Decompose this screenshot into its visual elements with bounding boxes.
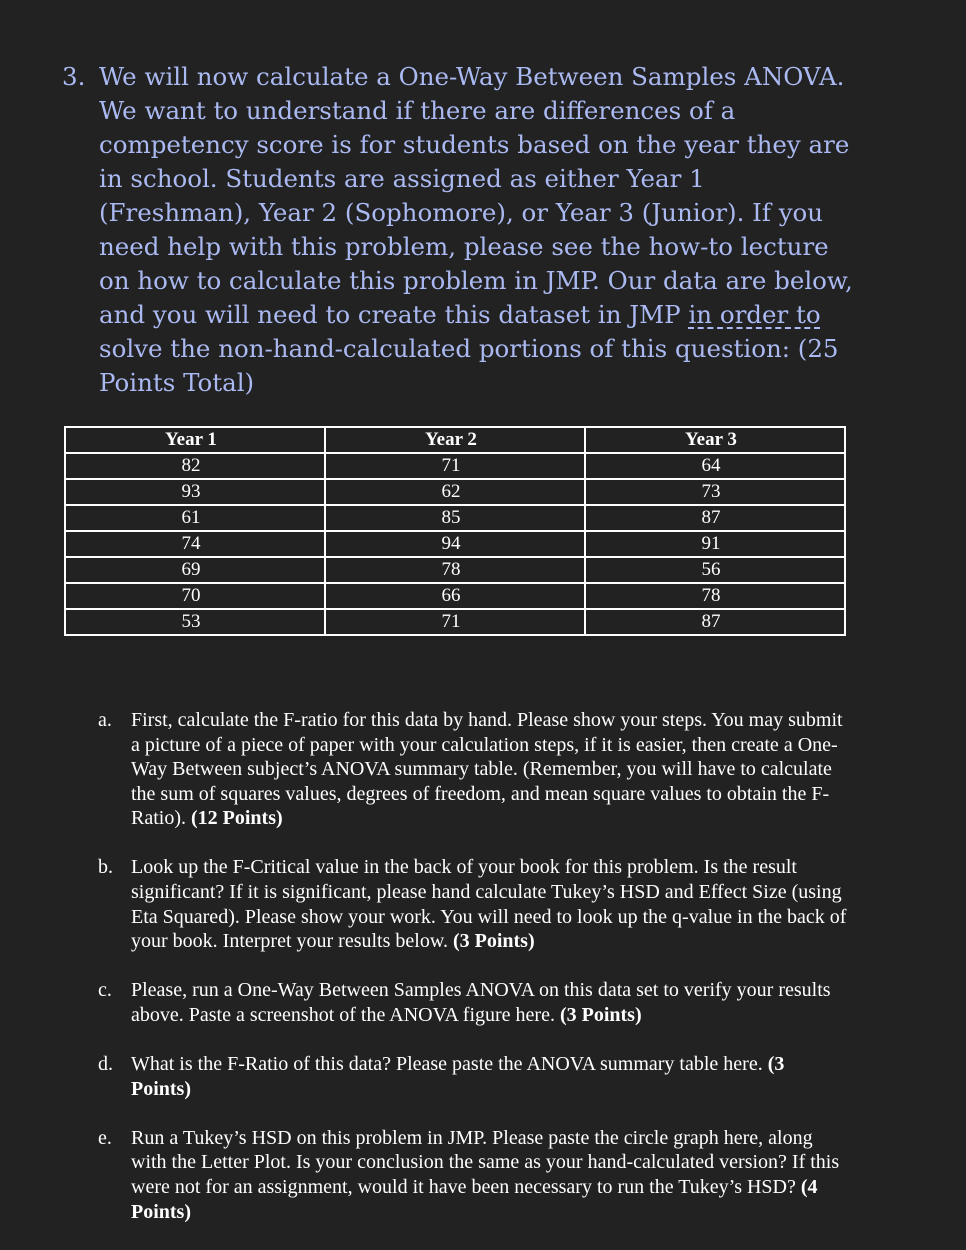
list-marker: d.	[98, 1053, 113, 1076]
table-row	[65, 557, 845, 583]
table-cell: 74	[65, 531, 325, 557]
spelling-underlined-text: in order to	[688, 300, 821, 329]
table-cell: 69	[65, 557, 325, 583]
table-cell: 64	[585, 453, 845, 479]
table-cell: 87	[585, 505, 845, 531]
table-cell: 62	[325, 479, 585, 505]
table-cell: 78	[585, 583, 845, 609]
question-line: need help with this problem, please see the how-to lecture	[99, 232, 829, 261]
list-marker: b.	[98, 856, 113, 879]
list-item	[98, 855, 848, 953]
question-line	[62, 298, 882, 332]
table-cell: 85	[325, 505, 585, 531]
column-header-year-1: Year 1	[65, 427, 325, 453]
points-label: (4 Points)	[131, 1175, 818, 1223]
table-cell: 71	[325, 453, 585, 479]
table-cell: 70	[65, 583, 325, 609]
question-3	[62, 60, 882, 400]
table-cell: 93	[65, 479, 325, 505]
question-line: (Freshman), Year 2 (Sophomore), or Year 3 (Junior). If you	[99, 198, 824, 227]
list-marker: c.	[98, 979, 112, 1002]
list-item	[98, 708, 848, 831]
question-parts-list	[98, 708, 848, 1249]
table-cell: 94	[325, 531, 585, 557]
table-cell: 91	[585, 531, 845, 557]
question-line: on how to calculate this problem in JMP. Our data are below,	[99, 266, 853, 295]
table-row	[65, 609, 845, 635]
question-line: solve the non-hand-calculated portions of this question: (25	[99, 334, 839, 363]
question-line: Points Total)	[99, 368, 255, 397]
column-header-year-3: Year 3	[585, 427, 845, 453]
points-label: (3 Points)	[452, 930, 535, 953]
points-label: (3 Points)	[559, 1003, 642, 1026]
question-line: We will now calculate a One-Way Between Samples ANOVA.	[99, 62, 845, 91]
question-line: We want to understand if there are differences of a	[99, 96, 736, 125]
table-cell: 53	[65, 609, 325, 635]
table-cell: 87	[585, 609, 845, 635]
list-item	[98, 1052, 848, 1101]
question-line: competency score is for students based on the year they are	[99, 130, 850, 159]
part-text: Run a Tukey’s HSD on this problem in JMP. Please paste the circle graph here, along with the Letter Plot. Is your conclusion the same as your hand-calculated version? If this were not for an assignment, would it have been necessary to run the Tukey’s HSD?	[131, 1126, 840, 1198]
table-header-row	[65, 427, 845, 453]
list-item	[98, 1126, 848, 1224]
part-text: Look up the F-Critical value in the back of your book for this problem. Is the result significant? If it is significant, please hand calculate Tukey’s HSD and Effect Size (using Eta Squared). Please show your work. You will need to look up the q-value in the back of your book. Interpret your results below.	[131, 856, 847, 953]
table-row	[65, 531, 845, 557]
question-number: 3.	[62, 62, 86, 91]
table-cell: 71	[325, 609, 585, 635]
list-marker: a.	[98, 709, 112, 731]
table-cell: 56	[585, 557, 845, 583]
question-line: in school. Students are assigned as either Year 1	[99, 164, 705, 193]
table-cell: 73	[585, 479, 845, 505]
table-cell: 61	[65, 505, 325, 531]
table-row	[65, 479, 845, 505]
table-cell: 82	[65, 453, 325, 479]
table-cell: 78	[325, 557, 585, 583]
table-row	[65, 505, 845, 531]
points-label: (12 Points)	[191, 807, 283, 830]
table-row	[65, 583, 845, 609]
column-header-year-2: Year 2	[325, 427, 585, 453]
list-marker: e.	[98, 1126, 112, 1149]
data-table	[64, 426, 846, 636]
table-cell: 66	[325, 583, 585, 609]
points-label: (3 Points)	[131, 1053, 785, 1100]
part-text: First, calculate the F-ratio for this data by hand. Please show your steps. You may submit a picture of a piece of paper with your calculation steps, if it is easier, then create a One-Way Between subject’s ANOVA summary table. (Remember, you will have to calculate the sum of squares values, degrees of freedom, and mean square values to obtain the F-Ratio).	[131, 709, 843, 830]
question-line-text: and you will need to create this dataset in JMP	[99, 300, 689, 329]
list-item	[98, 978, 848, 1027]
table-row	[65, 453, 845, 479]
part-text: Please, run a One-Way Between Samples ANOVA on this data set to verify your results above. Paste a screenshot of the ANOVA figure here.	[131, 979, 831, 1026]
part-text: What is the F-Ratio of this data? Please paste the ANOVA summary table here.	[131, 1053, 763, 1076]
